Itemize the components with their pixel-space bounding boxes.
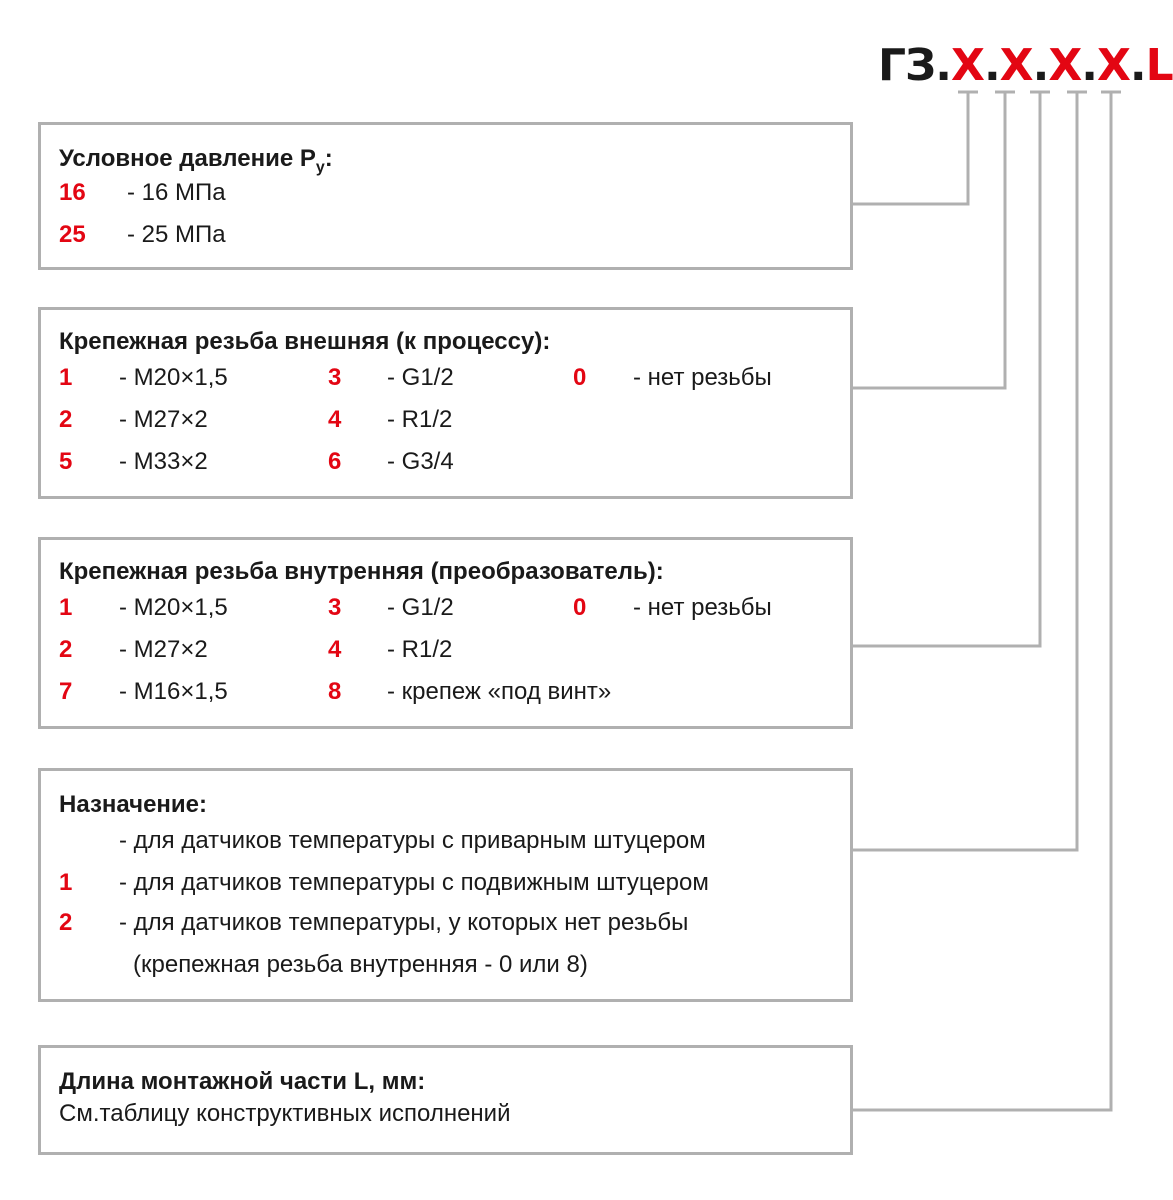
int-code: 2 (59, 636, 73, 663)
purpose-text: - для датчиков температуры с подвижным штуцером (119, 869, 709, 896)
pressure-box (38, 122, 853, 270)
ext-text: - М27×2 (119, 406, 208, 433)
ext-text: - нет резьбы (633, 364, 772, 391)
ext-text: - R1/2 (387, 406, 453, 433)
ext-text: - М20×1,5 (119, 364, 228, 391)
ext-code: 0 (573, 364, 587, 391)
purpose-note: (крепежная резьба внутренняя - 0 или 8) (133, 951, 588, 978)
code-sep: . (1129, 40, 1146, 91)
ext-code: 5 (59, 448, 73, 475)
leader-line-2 (853, 92, 1005, 388)
internal-thread-box (38, 537, 853, 729)
length-title: Длина монтажной части L, мм: (59, 1068, 426, 1095)
purpose-text: - для датчиков температуры с приварным штуцером (119, 827, 706, 854)
ext-text: - G3/4 (387, 448, 454, 475)
leader-line-5 (853, 92, 1111, 1110)
purpose-box (38, 768, 853, 1002)
code-prefix: ГЗ (878, 40, 936, 91)
ext-code: 6 (328, 448, 342, 475)
code-x2: X (999, 40, 1033, 91)
pressure-text-25: - 25 МПа (127, 221, 226, 248)
ext-code: 3 (328, 364, 342, 391)
int-text: - М27×2 (119, 636, 208, 663)
length-text: См.таблицу конструктивных исполнений (59, 1100, 511, 1127)
length-box (38, 1045, 853, 1155)
int-code: 3 (328, 594, 342, 621)
ext-code: 4 (328, 406, 342, 433)
int-code: 7 (59, 678, 73, 705)
model-code (878, 40, 1173, 91)
int-text: - крепеж «под винт» (387, 678, 612, 705)
ext-text: - G1/2 (387, 364, 454, 391)
int-text: - М20×1,5 (119, 594, 228, 621)
ext-text: - М33×2 (119, 448, 208, 475)
pressure-code-16: 16 (59, 179, 86, 206)
purpose-code: 1 (59, 869, 73, 896)
int-text: - R1/2 (387, 636, 453, 663)
external-thread-title: Крепежная резьба внешняя (к процессу): (59, 328, 551, 355)
code-sep: . (935, 40, 952, 91)
code-sep: . (1081, 40, 1097, 91)
purpose-code: 2 (59, 909, 73, 936)
leader-line-3 (853, 92, 1040, 646)
int-text: - М16×1,5 (119, 678, 228, 705)
external-thread-box (38, 307, 853, 499)
int-code: 8 (328, 678, 342, 705)
code-sep: . (983, 40, 1000, 91)
pressure-text-16: - 16 МПа (127, 179, 226, 206)
code-x1: X (951, 40, 984, 91)
ext-code: 2 (59, 406, 73, 433)
purpose-title: Назначение: (59, 791, 208, 818)
pressure-code-25: 25 (59, 221, 86, 248)
leader-line-4 (853, 92, 1077, 850)
leader-line-1 (853, 92, 968, 204)
ext-code: 1 (59, 364, 73, 391)
code-sep: . (1032, 40, 1049, 91)
int-text: - G1/2 (387, 594, 454, 621)
purpose-text: - для датчиков температуры, у которых нет резьбы (119, 909, 689, 936)
code-l: L (1145, 40, 1173, 91)
int-text: - нет резьбы (633, 594, 772, 621)
internal-thread-title: Крепежная резьба внутренняя (преобразователь): (59, 558, 664, 585)
pressure-title: Условное давление $P_у$: (59, 145, 333, 176)
int-code: 0 (573, 594, 587, 621)
int-code: 1 (59, 594, 73, 621)
int-code: 4 (328, 636, 342, 663)
code-x3: X (1048, 40, 1082, 91)
code-x4: X (1096, 40, 1130, 91)
